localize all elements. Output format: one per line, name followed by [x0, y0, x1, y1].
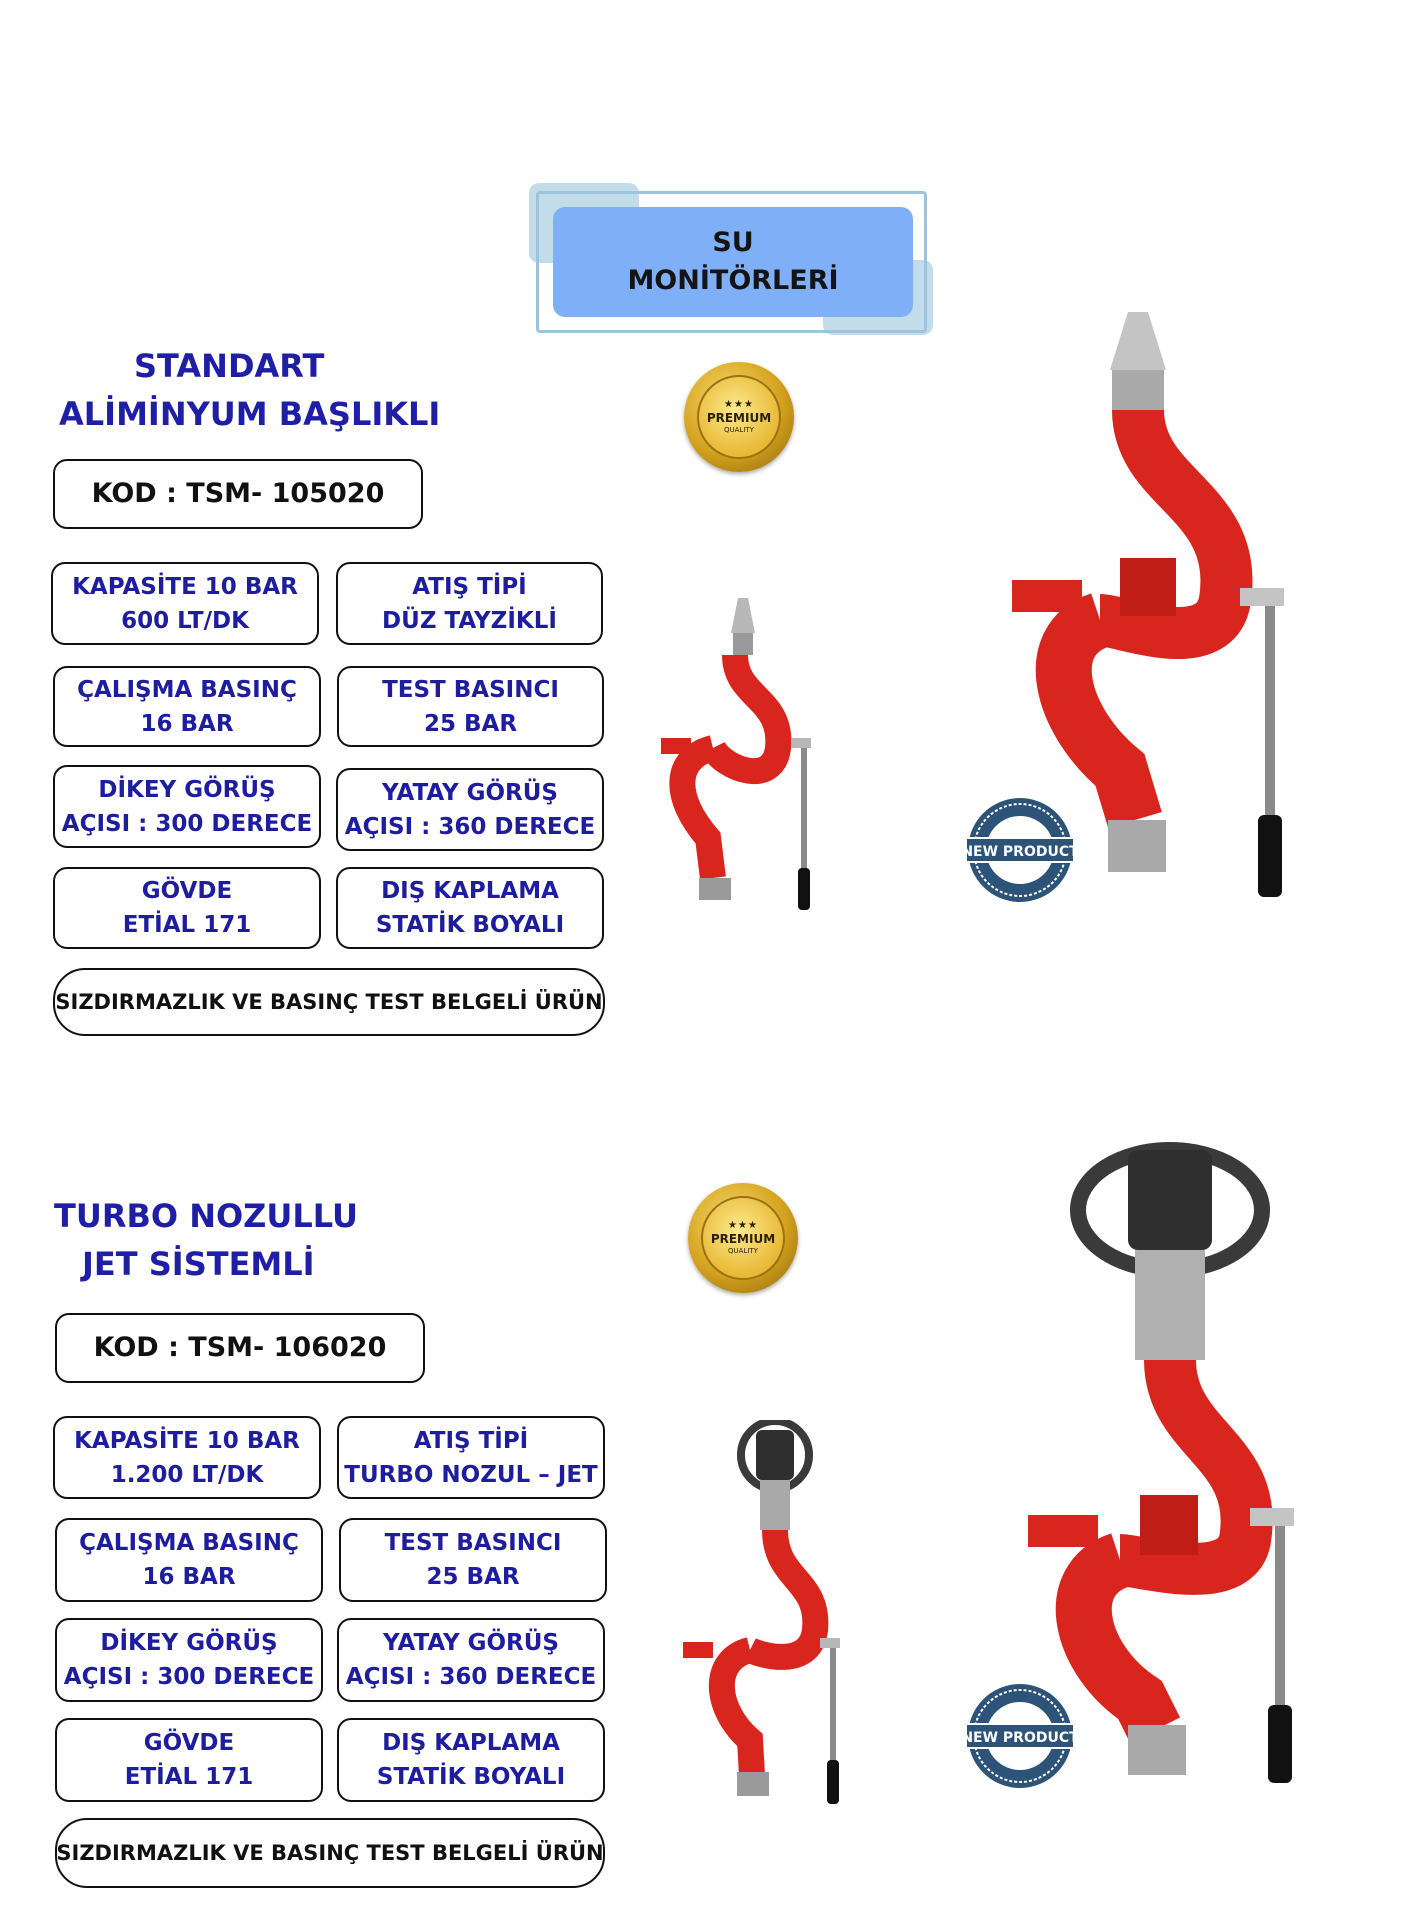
spec-label: DIŞ KAPLAMA	[382, 1730, 560, 1756]
small-turbo-monitor-image	[680, 1420, 860, 1810]
spec-label: KAPASİTE 10 BAR	[74, 1427, 300, 1454]
new-product-label: NEW PRODUCT	[966, 844, 1074, 860]
section1-code: KOD : TSM- 105020	[91, 478, 385, 509]
large-turbo-monitor-image	[1010, 1140, 1330, 1790]
spec-label: ÇALIŞMA BASINÇ	[77, 676, 297, 703]
section2-code: KOD : TSM- 106020	[93, 1332, 387, 1363]
section2-spec-horizontal-angle	[337, 1618, 605, 1702]
spec-label: ATIŞ TİPİ	[413, 1427, 529, 1454]
spec-value: TURBO NOZUL – JET	[344, 1461, 598, 1488]
section2-spec-test-pressure	[339, 1518, 607, 1602]
spec-value: 16 BAR	[140, 710, 234, 737]
section2-spec-working-pressure	[55, 1518, 323, 1602]
header-line-2: MONİTÖRLERİ	[627, 265, 839, 296]
spec-label: ATIŞ TİPİ	[412, 573, 527, 600]
small-standard-monitor-image	[653, 588, 833, 918]
brand-label: TURAL	[1111, 1607, 1176, 1667]
spec-label: ÇALIŞMA BASINÇ	[79, 1530, 299, 1556]
brand-label: TURAL	[709, 789, 752, 829]
quality-text: QUALITY	[728, 1247, 758, 1255]
section1-certificate-note	[53, 968, 605, 1036]
section1-code-box	[53, 459, 423, 529]
premium-quality-seal: ★★★ PREMIUM QUALITY	[684, 362, 794, 472]
section1-spec-horizontal-angle	[336, 768, 604, 851]
page-header	[553, 207, 913, 317]
premium-quality-seal: ★★★ PREMIUM QUALITY	[688, 1183, 798, 1293]
section2-certificate-note	[55, 1818, 605, 1888]
spec-value: 600 LT/DK	[121, 607, 249, 634]
section2-spec-shot-type	[337, 1416, 605, 1499]
spec-value: 25 BAR	[423, 710, 518, 737]
section1-spec-test-pressure	[337, 666, 604, 747]
spec-label: GÖVDE	[141, 878, 233, 904]
spec-value: ETİAL 171	[122, 912, 252, 938]
new-product-label: NEW PRODUCT	[966, 1730, 1074, 1746]
premium-text: PREMIUM	[706, 411, 772, 425]
spec-value: AÇISI : 300 DERECE	[61, 810, 313, 837]
section2-code-box	[55, 1313, 425, 1383]
spec-label: DİKEY GÖRÜŞ	[98, 776, 276, 803]
spec-value: 1.200 LT/DK	[110, 1461, 264, 1488]
section2-spec-capacity	[53, 1416, 321, 1499]
spec-label: YATAY GÖRÜŞ	[381, 779, 558, 806]
spec-value: AÇISI : 360 DERECE	[345, 1664, 597, 1690]
spec-value: 25 BAR	[426, 1564, 520, 1590]
section2-title-line1: TURBO NOZULLU	[54, 1197, 358, 1235]
section1-title-line1: STANDART	[134, 347, 325, 385]
certificate-text: SIZDIRMAZLIK VE BASINÇ TEST BELGELİ ÜRÜN	[56, 1841, 604, 1865]
spec-label: YATAY GÖRÜŞ	[382, 1630, 559, 1656]
section2-spec-vertical-angle	[55, 1618, 323, 1702]
section1-spec-vertical-angle	[53, 765, 321, 848]
section2-spec-body	[55, 1718, 323, 1802]
premium-text: PREMIUM	[710, 1232, 776, 1246]
spec-value: ETİAL 171	[124, 1764, 254, 1790]
quality-text: QUALITY	[724, 426, 754, 434]
section1-spec-working-pressure	[53, 666, 321, 747]
spec-value: DÜZ TAYZİKLİ	[382, 607, 557, 634]
certificate-text: SIZDIRMAZLIK VE BASINÇ TEST BELGELİ ÜRÜN	[55, 990, 603, 1014]
section2-title-line2: JET SİSTEMLİ	[82, 1245, 315, 1283]
spec-label: TEST BASINCI	[382, 676, 559, 703]
spec-label: TEST BASINCI	[384, 1530, 562, 1556]
spec-value: AÇISI : 300 DERECE	[63, 1664, 315, 1690]
spec-value: AÇISI : 360 DERECE	[344, 813, 596, 840]
large-standard-monitor-image	[1000, 300, 1320, 910]
spec-value: 16 BAR	[142, 1564, 236, 1590]
spec-value: STATİK BOYALI	[376, 1764, 566, 1790]
brand-label: TURAL	[746, 1691, 789, 1731]
section1-spec-coating	[336, 867, 604, 949]
spec-label: GÖVDE	[143, 1730, 235, 1756]
spec-value: STATİK BOYALI	[375, 912, 565, 938]
section1-spec-shot-type	[336, 562, 603, 645]
spec-label: DIŞ KAPLAMA	[381, 878, 559, 904]
section1-spec-body	[53, 867, 321, 949]
spec-label: KAPASİTE 10 BAR	[72, 573, 298, 600]
spec-label: DİKEY GÖRÜŞ	[100, 1630, 278, 1656]
brand-label: TURAL	[1091, 667, 1156, 727]
section1-title-line2: ALİMİNYUM BAŞLIKLI	[59, 395, 441, 433]
header-line-1: SU	[712, 227, 754, 258]
section1-spec-capacity	[51, 562, 319, 645]
section2-spec-coating	[337, 1718, 605, 1802]
